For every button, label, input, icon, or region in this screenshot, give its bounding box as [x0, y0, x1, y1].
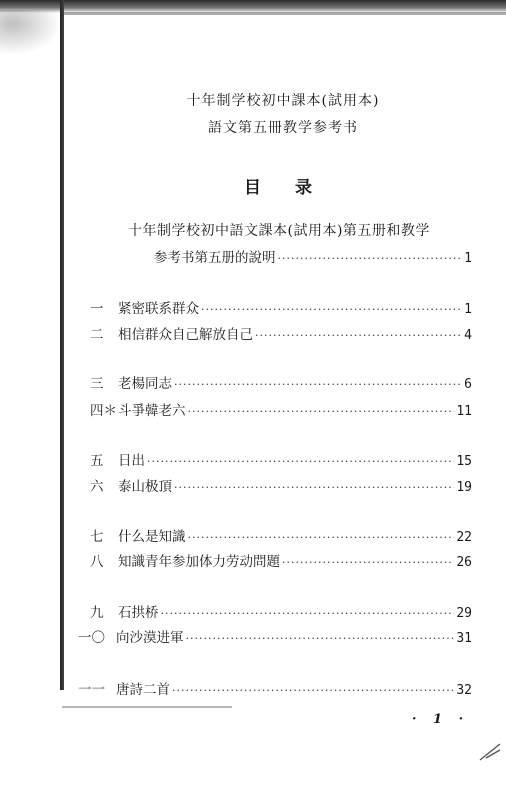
lesson-title: 唐詩二首: [116, 682, 170, 698]
lesson-number: 六: [90, 479, 104, 495]
book-series-title: 十年制学校初中課本(試用本): [186, 93, 380, 109]
toc-page-number: 19: [456, 480, 472, 495]
lesson-title: 紧密联系群众: [118, 301, 199, 317]
toc-page-number: 31: [456, 631, 472, 646]
dot-leader: [186, 632, 455, 645]
lesson-title: 斗爭韓老六: [118, 403, 186, 419]
page-folio: · 1 ·: [412, 712, 470, 727]
dot-leader: [188, 405, 455, 418]
toc-page-number: 29: [456, 606, 472, 621]
toc-entry[interactable]: [90, 550, 472, 570]
dot-leader: [188, 531, 455, 544]
lesson-number: 九: [90, 605, 104, 621]
scan-corner-smudge: [0, 10, 62, 55]
toc-entry[interactable]: [78, 626, 472, 646]
toc-entry[interactable]: [90, 449, 472, 469]
toc-intro-line1: 十年制学校初中語文課本(試用本)第五册和教学: [128, 223, 430, 239]
dot-leader: [147, 455, 454, 468]
lesson-title: 知識青年参加体力劳动問題: [118, 554, 280, 570]
lesson-title: 石拱桥: [118, 605, 159, 621]
lesson-number: 二: [90, 327, 104, 343]
toc-entry[interactable]: [90, 372, 472, 392]
toc-entry[interactable]: [90, 399, 472, 419]
toc-entry[interactable]: [78, 678, 472, 698]
toc-page-number: 1: [464, 302, 472, 317]
lesson-number: 四＊: [90, 403, 117, 419]
dot-leader: [201, 303, 462, 316]
scan-top-shadow: [60, 12, 506, 15]
toc-intro-line2: 参考书第五册的說明: [154, 250, 276, 266]
lesson-title: 泰山极頂: [118, 479, 172, 495]
dot-leader: [255, 329, 462, 342]
scan-bottom-shadow: [62, 706, 232, 708]
toc-entry[interactable]: [90, 297, 472, 317]
dot-leader: [282, 556, 454, 569]
dot-leader: [161, 607, 455, 620]
toc-page-number: 15: [456, 454, 472, 469]
toc-page-number: 4: [464, 328, 472, 343]
toc-page-number: 26: [456, 555, 472, 570]
dot-leader: [174, 481, 454, 494]
lesson-title: 相信群众自己解放自己: [118, 327, 253, 343]
lesson-title: 日出: [118, 453, 145, 469]
toc-page-number: 11: [456, 404, 472, 419]
lesson-number: 一〇: [78, 630, 105, 646]
lesson-number: 一一: [78, 682, 105, 698]
toc-page-number: 1: [464, 251, 472, 266]
lesson-number: 八: [90, 554, 104, 570]
lesson-number: 五: [90, 453, 104, 469]
toc-entry[interactable]: [90, 525, 472, 545]
scan-corner-mark: [478, 740, 502, 762]
lesson-number: 七: [90, 529, 104, 545]
toc-page-number: 22: [456, 530, 472, 545]
dot-leader: [174, 378, 462, 391]
lesson-number: 一: [90, 301, 104, 317]
toc-intro-entry[interactable]: [154, 246, 472, 266]
lesson-title: 老楊同志: [118, 376, 172, 392]
dot-leader: [278, 252, 463, 265]
toc-entry[interactable]: [90, 475, 472, 495]
toc-heading: 目录: [244, 178, 346, 198]
toc-entry[interactable]: [90, 323, 472, 343]
toc-page-number: 6: [464, 377, 472, 392]
book-title: 語文第五冊教学参考书: [208, 120, 358, 136]
dot-leader: [172, 684, 454, 697]
lesson-number: 三: [90, 376, 104, 392]
toc-page-number: 32: [456, 683, 472, 698]
toc-entry[interactable]: [90, 601, 472, 621]
lesson-title: 什么是知識: [118, 529, 186, 545]
lesson-title: 向沙漠进軍: [116, 630, 184, 646]
